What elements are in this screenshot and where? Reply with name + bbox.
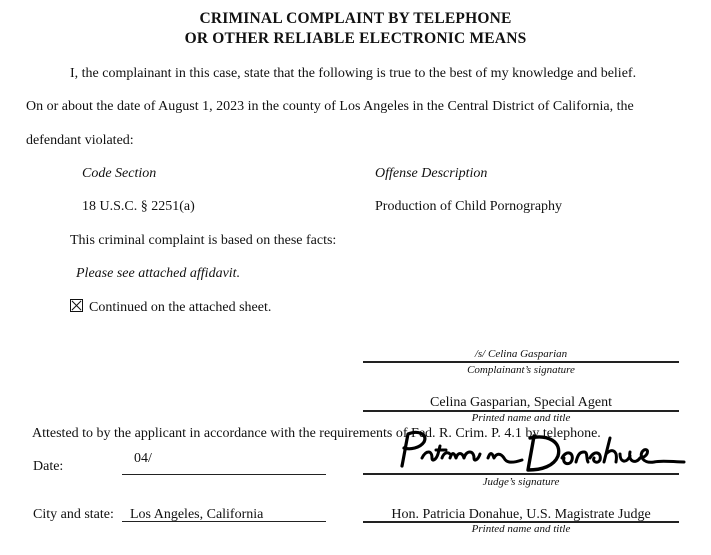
- city-state-line: [122, 521, 326, 522]
- judge-handwritten-signature: [392, 428, 692, 476]
- offense-date-location: On or about the date of August 1, 2023 in the county of Los Angeles in the Central District of California, the: [26, 99, 634, 114]
- document-title-line2: OR OTHER RELIABLE ELECTRONIC MEANS: [184, 30, 527, 47]
- continued-row: [70, 299, 271, 316]
- complainant-electronic-signature: /s/ Celina Gasparian: [474, 348, 568, 360]
- judge-signature-line: [363, 473, 679, 475]
- attestation-text: Attested to by the applicant in accordance with the requirements of Fed. R. Crim. P. 4.1 by telephone.: [32, 426, 601, 441]
- facts-label: This criminal complaint is based on these facts:: [70, 233, 337, 248]
- city-state-label: City and state:: [33, 507, 114, 522]
- code-section-header: Code Section: [82, 166, 157, 181]
- city-state-value: Los Angeles, California: [130, 507, 264, 522]
- judge-signature-caption: Judge’s signature: [482, 476, 560, 488]
- date-label: Date:: [33, 459, 64, 474]
- checked-box-icon: [70, 299, 83, 312]
- date-value: 04/: [134, 451, 152, 466]
- complainant-printed-caption: Printed name and title: [471, 412, 571, 424]
- complainant-signature-line: [363, 361, 679, 363]
- date-line: [122, 474, 326, 475]
- defendant-violated-label: defendant violated:: [26, 133, 134, 148]
- judge-printed-caption: Printed name and title: [471, 523, 571, 535]
- complainant-printed-name: Celina Gasparian, Special Agent: [430, 395, 612, 410]
- judge-printed-name: Hon. Patricia Donahue, U.S. Magistrate Judge: [391, 507, 651, 522]
- facts-text: Please see attached affidavit.: [76, 266, 241, 281]
- document-title-line1: CRIMINAL COMPLAINT BY TELEPHONE: [199, 10, 512, 27]
- complainant-signature-caption: Complainant’s signature: [467, 364, 575, 376]
- continued-label: Continued on the attached sheet.: [89, 300, 272, 315]
- offense-description-value: Production of Child Pornography: [375, 199, 563, 214]
- code-section-value: 18 U.S.C. § 2251(a): [82, 199, 195, 214]
- complainant-statement: I, the complainant in this case, state that the following is true to the best of my knowledge and belief.: [70, 66, 637, 81]
- offense-description-header: Offense Description: [375, 166, 488, 181]
